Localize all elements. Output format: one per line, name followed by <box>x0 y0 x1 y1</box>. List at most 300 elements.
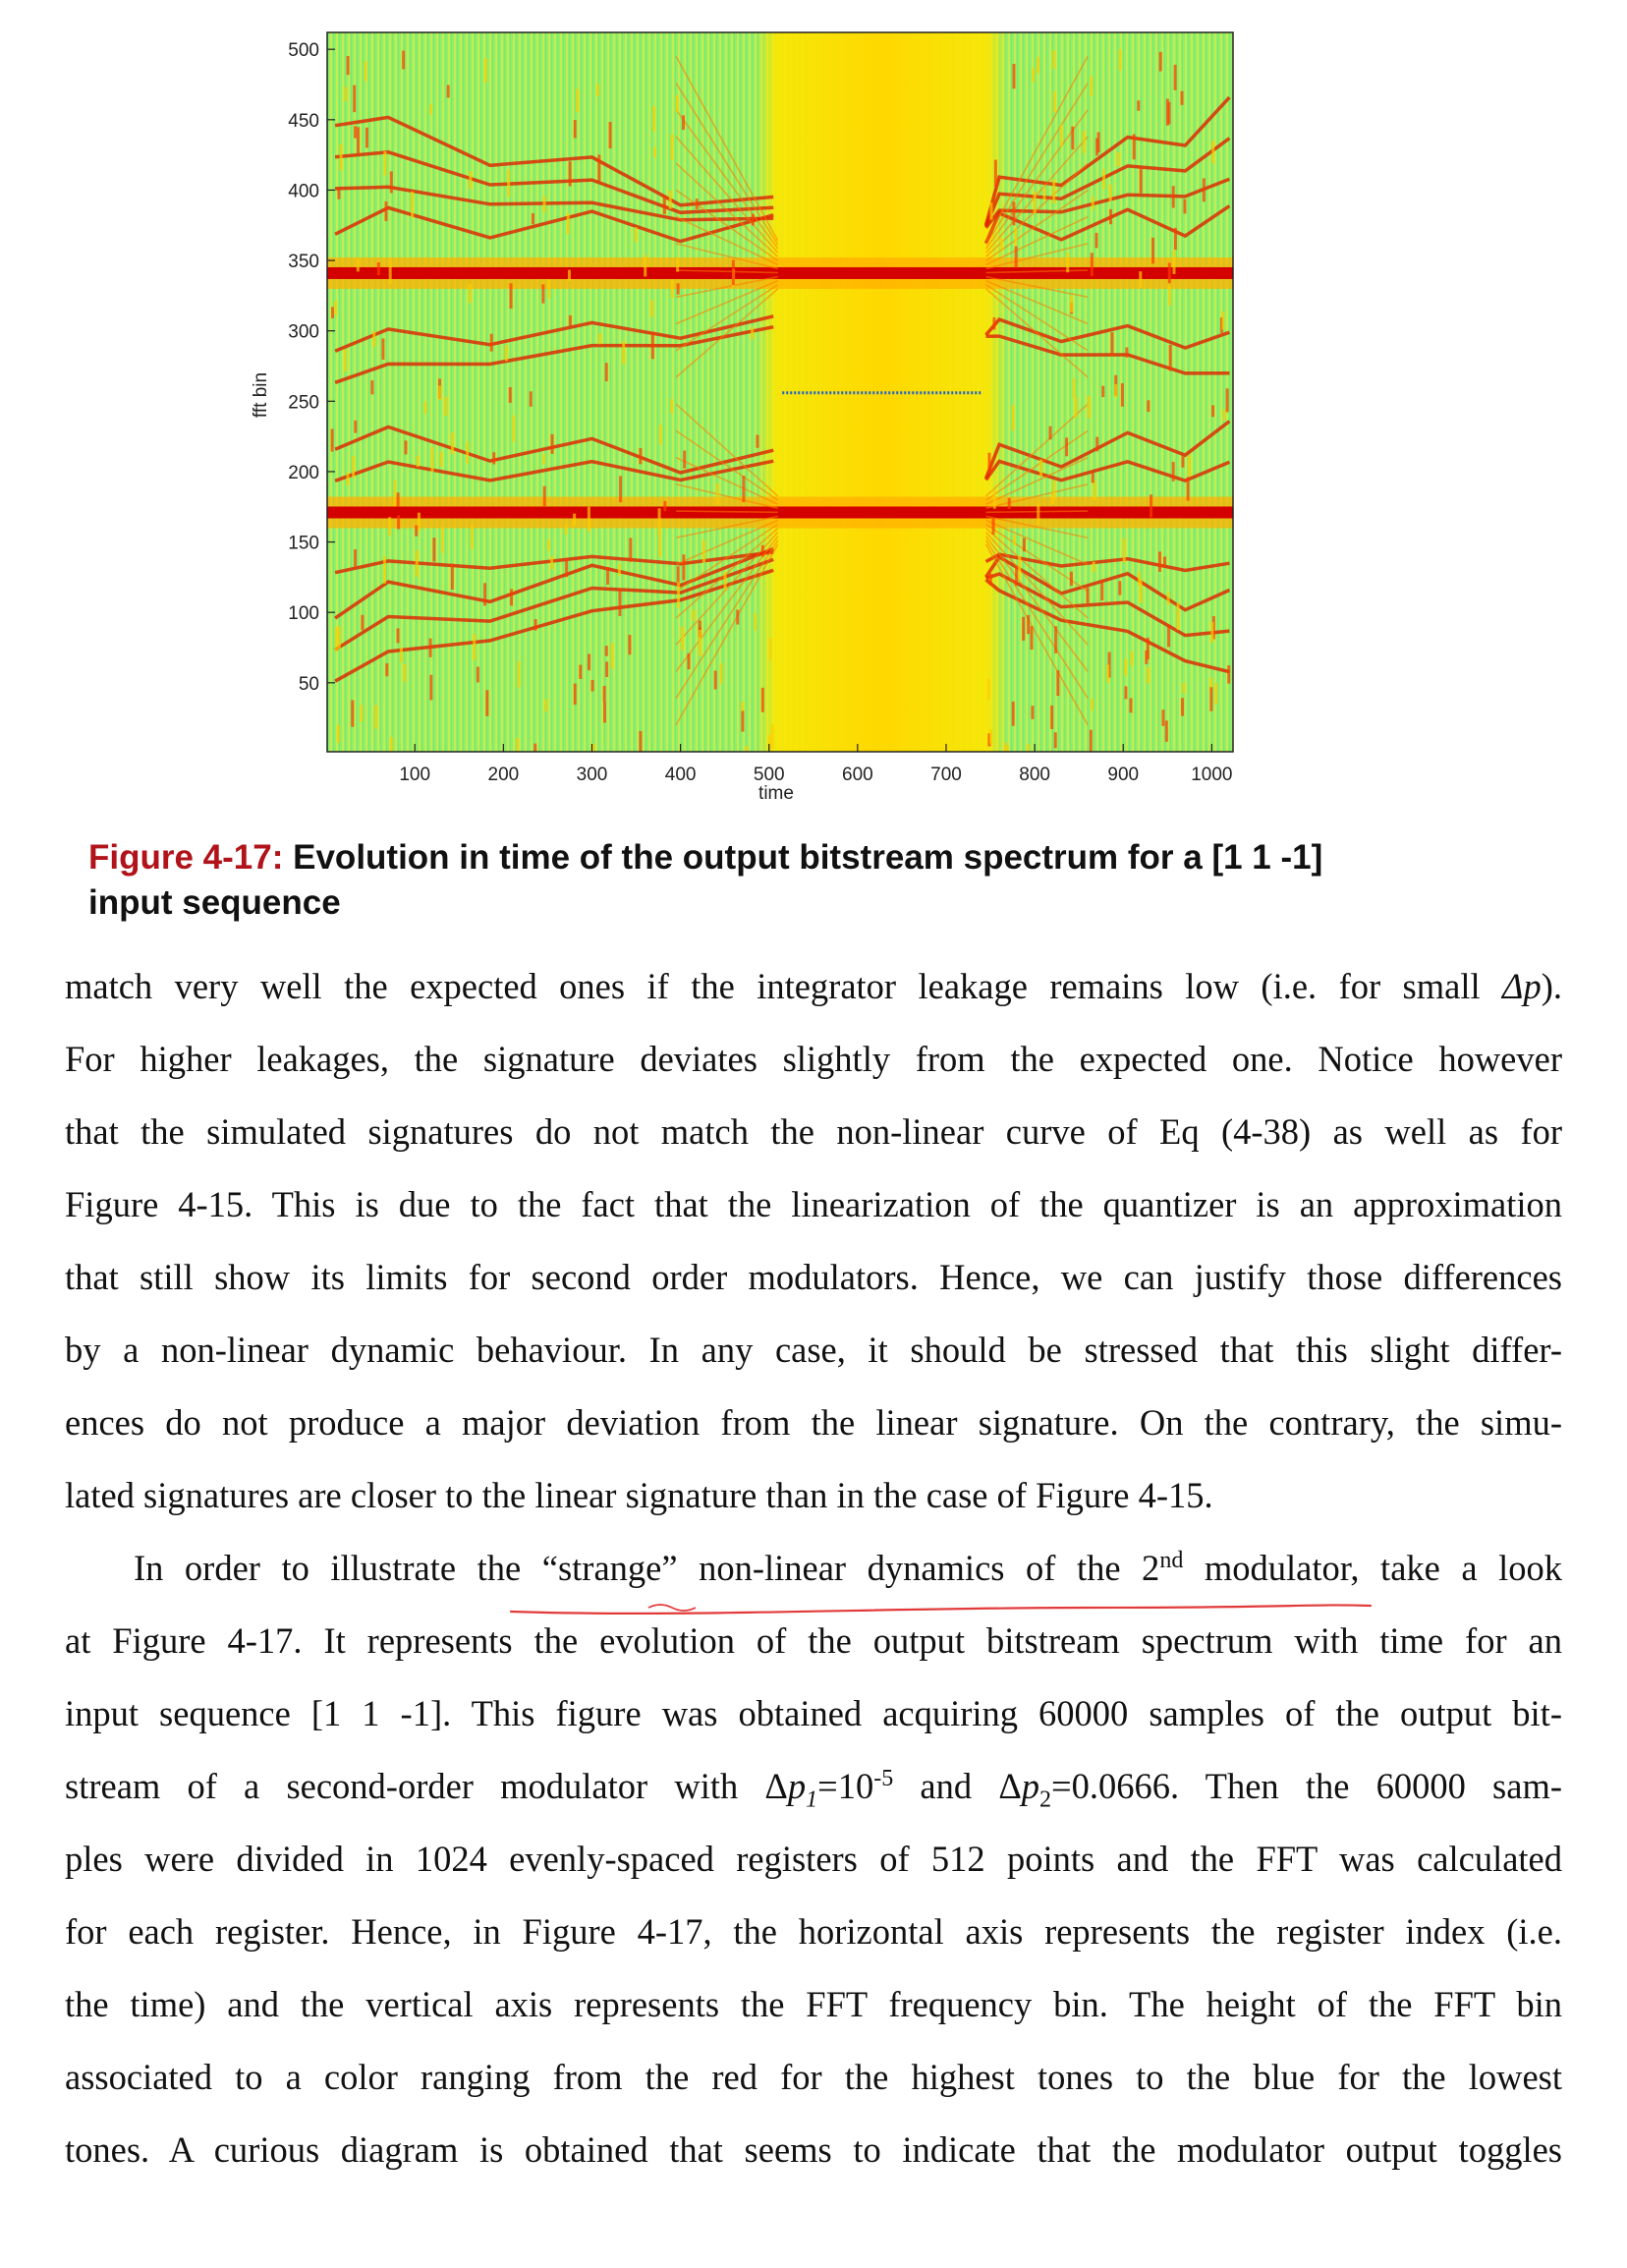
speckle <box>365 62 367 82</box>
speckle <box>1070 296 1073 312</box>
text-line: that the simulated signatures do not match the non-linear curve of Eq (4-38) as well as for <box>65 1111 1562 1152</box>
spectrogram-figure <box>0 0 1627 825</box>
speckle <box>699 630 701 656</box>
speckle <box>989 730 992 744</box>
speckle <box>677 582 680 607</box>
speckle <box>402 51 405 70</box>
speckle <box>1095 233 1098 249</box>
speckle <box>742 476 745 502</box>
speckle <box>771 724 774 749</box>
speckle <box>510 283 513 309</box>
speckle <box>1214 683 1217 704</box>
speckle <box>1125 347 1128 357</box>
text-line: associated to a color ranging from the red for the highest tones to the blue for the lowest <box>65 2057 1562 2097</box>
speckle <box>390 171 393 193</box>
speckle <box>429 639 432 657</box>
speckle <box>1109 184 1112 201</box>
speckle <box>752 214 755 226</box>
speckle <box>605 661 608 677</box>
speckle <box>1161 709 1164 726</box>
speckle <box>485 690 488 716</box>
speckle <box>1049 426 1052 440</box>
speckle <box>381 338 384 360</box>
y-tick-label: 350 <box>288 252 319 273</box>
speckle <box>1031 626 1034 650</box>
speckle <box>505 345 508 361</box>
speckle <box>569 161 572 186</box>
speckle <box>1008 498 1011 509</box>
speckle <box>671 135 674 160</box>
speckle <box>702 540 705 563</box>
speckle <box>994 160 997 188</box>
speckle <box>404 440 407 454</box>
speckle <box>1090 76 1093 95</box>
text-line: Figure 4-15. This is due to the fact that the linearization of the quantizer is an approximation <box>65 1184 1562 1224</box>
speckle <box>447 85 450 97</box>
caption-text: Evolution in time of the output bitstream spectrum for a [1 1 -1] <box>293 838 1323 877</box>
speckle <box>644 255 646 277</box>
speckle <box>385 663 388 676</box>
speckle <box>1173 250 1176 274</box>
speckle <box>397 492 400 507</box>
speckle <box>1165 720 1168 742</box>
speckle <box>696 198 699 209</box>
speckle <box>492 452 495 464</box>
speckle <box>444 397 447 417</box>
speckle <box>1054 626 1057 653</box>
speckle <box>1119 49 1122 70</box>
speckle <box>469 171 472 189</box>
speckle <box>1073 378 1076 398</box>
speckle <box>1167 625 1170 648</box>
speckle <box>1065 437 1068 456</box>
speckle <box>1177 602 1180 630</box>
speckle <box>1004 743 1007 763</box>
speckle <box>687 653 690 669</box>
text-line: ences do not produce a major deviation from the linear signature. On the contrary, the simu- <box>65 1402 1562 1443</box>
text-line: In order to illustrate the “strange” non-linear dynamics of the 2nd modulator, take a look <box>134 1547 1562 1588</box>
speckle <box>1054 732 1057 748</box>
heatmap-plot-area <box>327 32 1233 772</box>
speckle <box>1092 473 1094 482</box>
speckle <box>564 525 567 535</box>
text-line: by a non-linear dynamic behaviour. In any case, it should be stressed that this slight differ- <box>65 1330 1562 1370</box>
speckle <box>441 527 444 553</box>
speckle <box>543 486 546 506</box>
speckle <box>530 391 533 407</box>
speckle <box>346 473 349 485</box>
speckle <box>1110 332 1113 356</box>
speckle <box>1037 57 1039 74</box>
speckle <box>745 746 748 772</box>
speckle <box>1174 228 1177 250</box>
speckle <box>1131 652 1134 666</box>
speckle <box>429 675 432 701</box>
speckle <box>544 700 547 711</box>
y-tick-label: 200 <box>288 462 319 483</box>
speckle <box>598 334 601 345</box>
x-tick-label: 600 <box>842 765 873 785</box>
text-line: lated signatures are closer to the linear signature than in the case of Figure 4-15. <box>65 1475 1213 1515</box>
x-tick-label: 1000 <box>1191 765 1233 785</box>
speckle <box>344 86 347 100</box>
speckle <box>1093 562 1095 572</box>
speckle <box>383 151 386 176</box>
y-tick-label: 500 <box>288 40 319 62</box>
speckle <box>390 737 393 760</box>
speckle <box>384 201 387 221</box>
speckle <box>483 583 486 605</box>
speckle <box>1012 201 1015 225</box>
speckle <box>1227 665 1230 683</box>
speckle <box>417 456 420 467</box>
speckle <box>507 169 510 197</box>
speckle <box>1147 667 1150 683</box>
speckle <box>987 679 990 700</box>
speckle <box>682 554 685 580</box>
speckle <box>1083 131 1086 153</box>
speckle <box>1118 581 1121 595</box>
speckle <box>658 532 661 557</box>
speckle <box>611 643 614 668</box>
speckle <box>1052 481 1055 500</box>
x-tick-label: 900 <box>1107 765 1140 785</box>
speckle <box>732 259 735 285</box>
speckle <box>1168 262 1171 283</box>
speckle <box>724 572 727 590</box>
speckle <box>532 213 534 224</box>
speckle <box>1121 383 1124 407</box>
speckle <box>1095 437 1098 452</box>
speckle <box>541 284 544 303</box>
speckle <box>1168 286 1171 306</box>
speckle <box>490 334 493 352</box>
speckle <box>430 447 433 473</box>
speckle <box>1095 139 1098 156</box>
speckle <box>334 301 337 314</box>
speckle <box>1037 503 1039 526</box>
speckle <box>628 635 631 654</box>
speckle <box>720 663 723 684</box>
text-line: that still show its limits for second order modulators. Hence, we can justify those differences <box>65 1257 1562 1297</box>
speckle <box>653 147 656 158</box>
speckle <box>335 627 338 652</box>
tone-band <box>327 267 1233 279</box>
y-tick-label: 300 <box>288 321 319 343</box>
speckle <box>651 332 654 359</box>
speckle <box>1032 68 1035 82</box>
speckle <box>565 559 568 578</box>
speckle <box>357 127 360 153</box>
speckle <box>389 259 392 284</box>
speckle <box>574 684 577 706</box>
speckle <box>659 425 662 445</box>
speckle <box>1182 683 1185 693</box>
speckle <box>543 197 546 212</box>
speckle <box>682 115 685 130</box>
speckle <box>469 284 472 303</box>
speckle <box>591 680 594 692</box>
speckle <box>1013 535 1016 545</box>
x-axis-label: time <box>758 783 794 804</box>
speckle <box>1100 580 1103 600</box>
speckle <box>432 538 435 561</box>
speckle <box>429 104 432 114</box>
speckle <box>629 538 632 561</box>
speckle <box>671 279 674 298</box>
speckle <box>1183 199 1186 214</box>
text-line: For higher leakages, the signature deviates slightly from the expected one. Notice however <box>65 1039 1562 1079</box>
y-tick-label: 50 <box>298 673 319 695</box>
speckle <box>451 564 454 590</box>
speckle <box>1101 386 1104 397</box>
speckle <box>518 661 521 687</box>
speckle <box>756 435 758 448</box>
speckle <box>741 702 744 712</box>
text-line: at Figure 4-17. It represents the evolution of the output bitstream spectrum with time for an <box>65 1620 1562 1661</box>
speckle <box>471 525 474 549</box>
speckle <box>716 483 719 505</box>
speckle <box>754 613 757 631</box>
speckle <box>992 518 995 534</box>
speckle <box>477 667 479 683</box>
speckle <box>357 258 360 272</box>
speckle <box>1181 91 1184 105</box>
speckle <box>1090 730 1093 755</box>
speckle <box>987 453 990 473</box>
speckle <box>354 421 357 433</box>
speckle <box>1092 197 1094 209</box>
y-tick-label: 400 <box>288 181 319 202</box>
text-line: the time) and the vertical axis represents the FFT frequency bin. The height of the FFT bin <box>65 1984 1562 2024</box>
speckle <box>533 744 536 765</box>
speckle <box>1172 462 1175 482</box>
speckle <box>550 556 553 569</box>
speckle <box>1210 622 1213 643</box>
speckle <box>693 609 696 620</box>
speckle <box>1163 556 1166 566</box>
speckle <box>440 452 443 467</box>
speckle <box>1181 456 1184 468</box>
speckle <box>383 556 386 584</box>
speckle <box>1124 686 1127 699</box>
speckle <box>683 451 686 469</box>
speckle <box>676 95 679 112</box>
speckle <box>1151 238 1154 263</box>
speckle <box>388 517 391 536</box>
speckle <box>622 341 625 365</box>
speckle <box>1106 664 1109 682</box>
speckle <box>681 626 684 650</box>
speckle <box>1167 593 1170 605</box>
speckle <box>1187 477 1190 500</box>
speckle <box>1012 64 1015 88</box>
speckle <box>1053 91 1056 112</box>
y-tick-label: 100 <box>288 603 319 625</box>
speckle <box>1012 405 1015 430</box>
speckle <box>989 574 992 586</box>
speckle <box>992 317 995 329</box>
speckle <box>484 58 487 83</box>
speckle <box>1172 186 1175 207</box>
speckle <box>365 128 368 148</box>
speckle <box>1211 141 1214 163</box>
speckle <box>403 664 406 682</box>
speckle <box>510 589 513 605</box>
speckle <box>751 327 754 340</box>
speckle <box>597 154 600 181</box>
speckle <box>337 189 340 198</box>
speckle <box>568 270 571 282</box>
speckle <box>1052 50 1055 69</box>
speckle <box>588 507 590 533</box>
speckle <box>1209 687 1212 710</box>
speckle <box>1147 400 1150 412</box>
speckle <box>618 564 621 576</box>
speckle <box>741 710 744 731</box>
speckle <box>1124 659 1127 676</box>
speckle <box>603 686 606 702</box>
speckle <box>761 545 764 557</box>
speckle <box>1140 580 1143 603</box>
red-pen-underline <box>511 1605 1371 1613</box>
speckle <box>569 315 572 326</box>
speckle <box>663 501 666 511</box>
speckle <box>451 432 454 454</box>
speckle <box>352 456 355 478</box>
speckle <box>418 513 421 532</box>
speckle <box>676 258 679 272</box>
speckle <box>1159 52 1162 72</box>
speckle <box>1014 228 1017 247</box>
speckle <box>1211 405 1214 417</box>
speckle <box>1006 746 1009 762</box>
speckle <box>579 665 582 679</box>
text-line: stream of a second-order modulator with $\Delta p_1=10^{-5}$ and $\Delta p_2=0.0666$. Then the 60000 sam- <box>65 1765 1562 1813</box>
speckle <box>677 283 680 294</box>
figure-label: Figure 4-17: <box>88 838 284 877</box>
speckle <box>1140 167 1143 193</box>
speckle <box>609 122 612 148</box>
x-tick-label: 300 <box>576 765 608 785</box>
speckle <box>989 202 992 219</box>
speckle <box>424 402 427 415</box>
speckle <box>1052 179 1055 203</box>
speckle <box>1133 135 1136 160</box>
speckle <box>605 363 608 381</box>
speckle <box>1031 706 1034 719</box>
x-tick-label: 700 <box>930 765 962 785</box>
speckle <box>567 213 570 235</box>
speckle <box>658 508 661 535</box>
speckle <box>1012 702 1015 726</box>
y-axis-label: fft bin <box>251 371 271 419</box>
speckle <box>1042 188 1045 200</box>
speckle <box>1102 169 1105 189</box>
speckle <box>650 300 653 316</box>
speckle <box>1060 125 1063 146</box>
speckle <box>400 648 403 662</box>
speckle <box>347 56 350 75</box>
speckle <box>1114 384 1117 398</box>
speckle <box>351 700 354 726</box>
speckle <box>1027 615 1030 634</box>
caption-text-cont: input sequence <box>88 883 341 922</box>
speckle <box>574 120 577 138</box>
speckle <box>1023 539 1026 552</box>
speckle <box>1039 459 1042 477</box>
speckle <box>663 196 666 214</box>
y-tick-label: 250 <box>288 392 319 414</box>
speckle <box>1087 588 1090 603</box>
speckle <box>1223 410 1226 421</box>
speckle <box>1137 100 1140 111</box>
speckle <box>542 454 545 464</box>
x-tick-label: 100 <box>399 765 431 785</box>
speckle <box>639 448 642 464</box>
speckle <box>397 628 400 643</box>
text-line: ples were divided in 1024 evenly-spaced registers of 512 points and the FFT was calculated <box>65 1839 1562 1879</box>
speckle <box>340 144 343 170</box>
speckle <box>1181 698 1184 715</box>
speckle <box>736 609 739 624</box>
speckle <box>331 307 334 318</box>
speckle <box>1188 455 1191 477</box>
speckle <box>761 688 764 712</box>
speckle <box>411 192 414 218</box>
speckle <box>516 738 519 758</box>
speckle <box>361 615 364 630</box>
tone-band <box>327 506 1233 518</box>
speckle <box>1150 494 1152 517</box>
text-line: match very well the expected ones if the integrator leakage remains low (i.e. for small Δp). <box>65 966 1562 1006</box>
speckle <box>509 387 512 403</box>
speckle <box>466 442 469 464</box>
speckle <box>1093 481 1095 500</box>
speckle <box>397 515 400 529</box>
speckle <box>547 539 550 550</box>
speckle <box>588 653 590 670</box>
speckle <box>1050 706 1053 729</box>
speckle <box>416 550 419 577</box>
speckle <box>354 549 357 568</box>
speckle <box>1056 670 1059 696</box>
speckle <box>1071 127 1074 149</box>
speckle <box>393 481 396 507</box>
y-tick-label: 450 <box>288 110 319 132</box>
speckle <box>1158 551 1161 572</box>
x-tick-label: 800 <box>1019 765 1050 785</box>
red-pen-squiggle <box>648 1605 696 1611</box>
speckle <box>618 589 621 616</box>
speckle <box>354 126 357 138</box>
speckle <box>1169 345 1172 370</box>
speckle <box>1139 271 1142 287</box>
speckle <box>1226 388 1229 412</box>
figure-caption <box>88 835 1562 926</box>
speckle <box>1015 246 1018 267</box>
speckle <box>1203 178 1206 201</box>
text-line: input sequence [1 1 -1]. This figure was obtained acquiring 60000 samples of the output bit- <box>65 1693 1562 1733</box>
speckle <box>1018 556 1021 580</box>
speckle <box>331 429 334 452</box>
text-line: for each register. Hence, in Figure 4-17, the horizontal axis represents the register index (i.e. <box>65 1911 1562 1952</box>
speckle <box>635 227 638 242</box>
speckle <box>596 85 599 96</box>
speckle <box>619 476 622 502</box>
speckle <box>1117 152 1120 167</box>
speckle <box>1070 572 1073 586</box>
